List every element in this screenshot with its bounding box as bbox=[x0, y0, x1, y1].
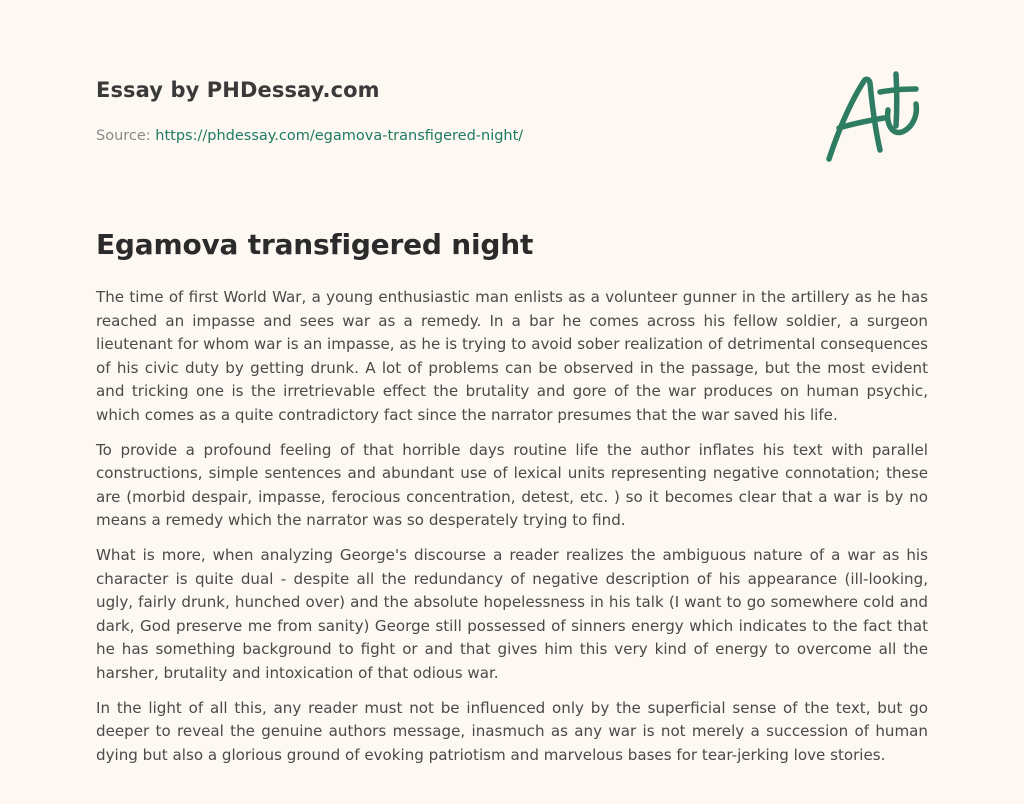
essay-paragraph: What is more, when analyzing George's discourse a reader realizes the ambiguous nature of a war as his character is quite dual - despite all the redundancy of negative description of his appearance (ill-looking, ugly, fairly drunk, hunched over) and the absolute hopelessness in his talk (I want to go somewhere cold and dark, God preserve me from sanity) George still possessed of sinners energy which indicates to the fact that he has something background to fight or and that gives him this very kind of energy to overcome all the harsher, brutality and intoxication of that odious war. bbox=[96, 546, 928, 682]
essay-paragraph: In the light of all this, any reader must not be influenced only by the superficial sense of the text, but go deeper to reveal the genuine authors message, inasmuch as any war is not merely a succession of human dying but also a glorious ground of evoking patriotism and marvelous bases for tear-jerking love stories. bbox=[96, 698, 928, 764]
source-label: Source: bbox=[96, 128, 151, 144]
essay-paragraph: To provide a profound feeling of that horrible days routine life the author inflates his text with parallel constructions, simple sentences and abundant use of lexical units representing negative connotation; these are (morbid despair, impasse, ferocious concentration, detest, etc. ) so it becomes clear that a war is by no means a remedy which the narrator was so desperately trying to find. bbox=[96, 440, 928, 529]
essay-paragraph: The time of first World War, a young enthusiastic man enlists as a volunteer gunner in the artillery as he has reached an impasse and sees war as a remedy. In a bar he comes across his fellow soldier, a surgeon lieutenant for whom war is an impasse, as he is trying to avoid sober realization of detrimental consequences of his civic duty by getting drunk. A lot of problems can be observed in the passage, but the most evident and tricking one is the irretrievable effect the brutality and gore of the war produces on human psychic, which comes as a quite contradictory fact since the narrator presumes that the war saved his life. bbox=[96, 288, 928, 424]
source-line bbox=[96, 126, 756, 146]
source-link[interactable]: https://phdessay.com/egamova-transfigered-night/ bbox=[155, 128, 524, 144]
site-title: Essay by PHDessay.com bbox=[96, 78, 380, 102]
essay-content bbox=[96, 226, 928, 779]
a-plus-grade-icon bbox=[820, 66, 930, 166]
essay-title: Egamova transfigered night bbox=[96, 228, 534, 261]
page-header bbox=[96, 76, 756, 146]
